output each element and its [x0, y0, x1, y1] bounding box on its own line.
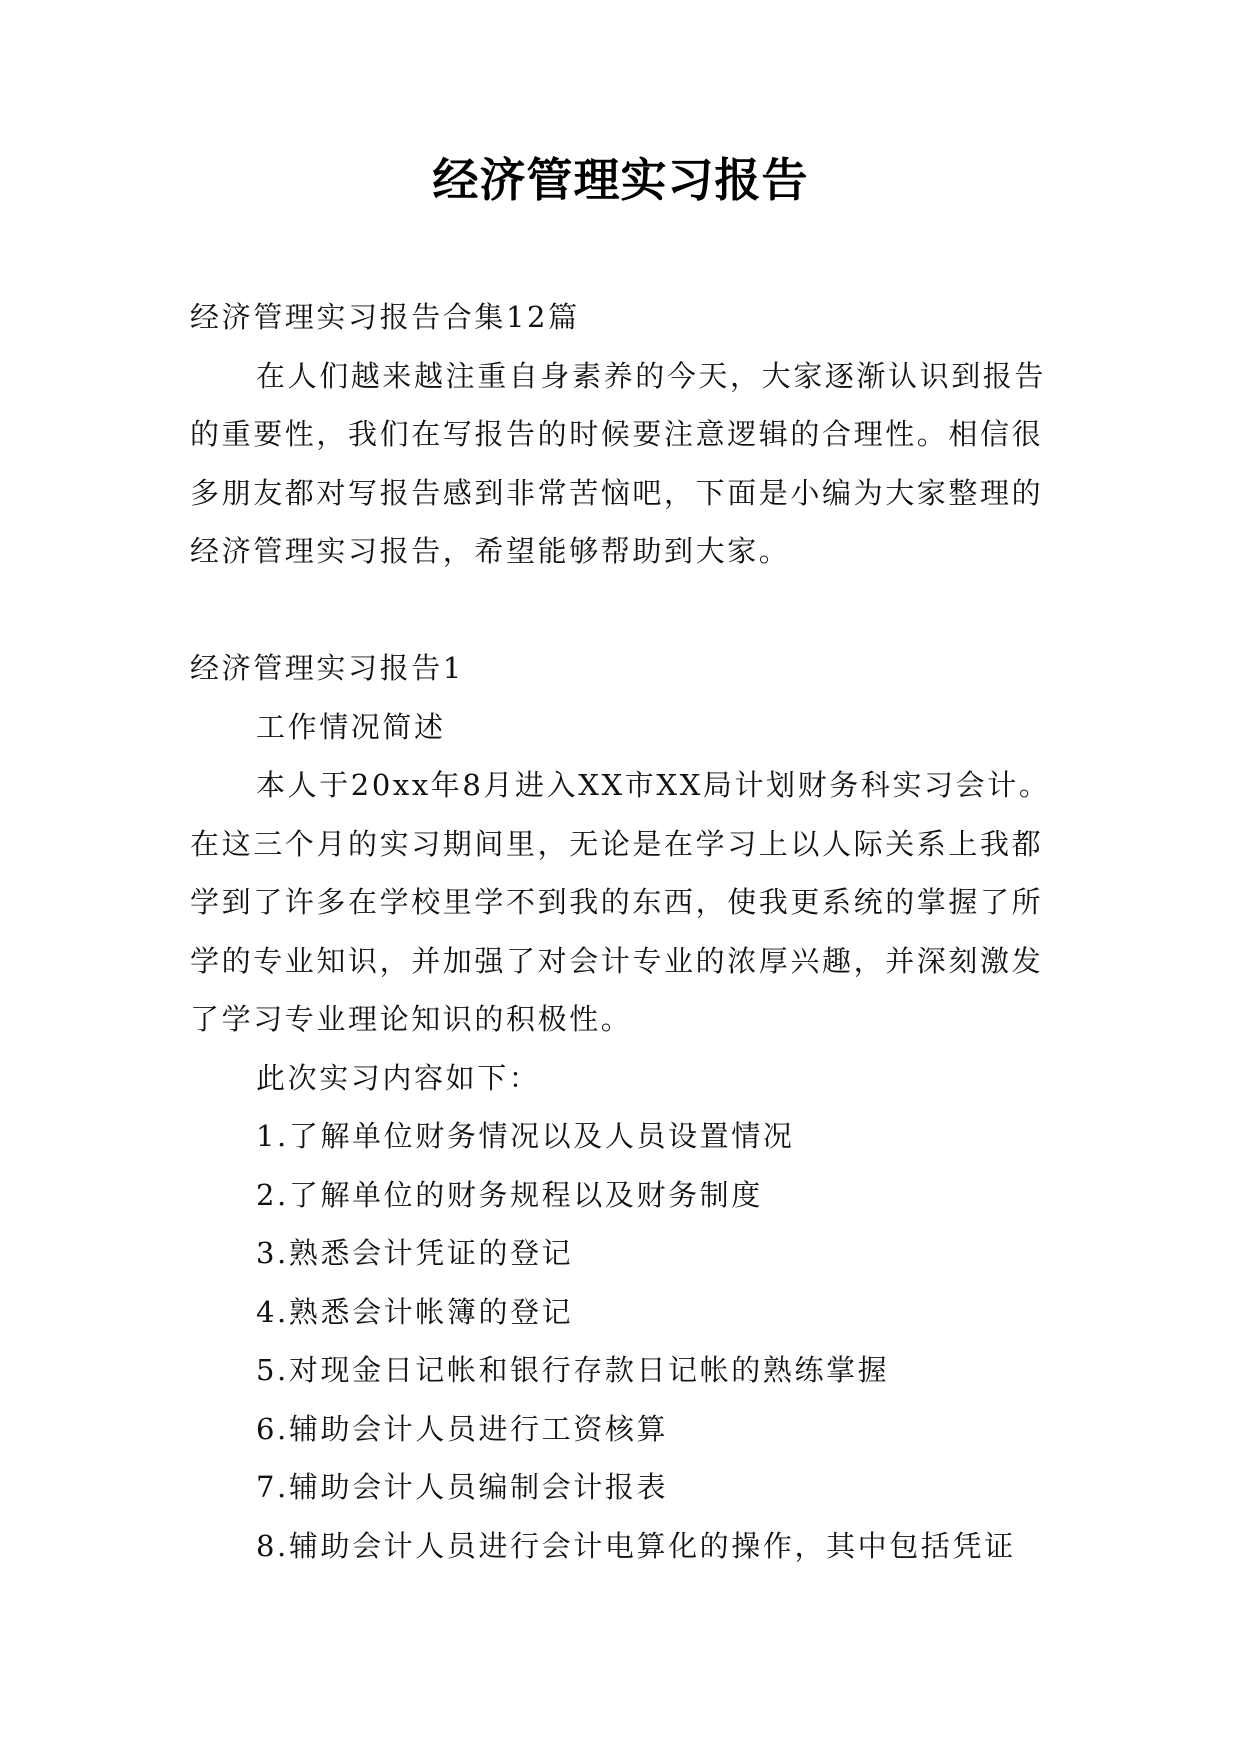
list-item: 8.辅助会计人员进行会计电算化的操作，其中包括凭证	[256, 1528, 1016, 1563]
subheading: 工作情况简述	[256, 709, 446, 744]
document-body	[190, 288, 1060, 1575]
list-intro: 此次实习内容如下：	[256, 1060, 541, 1095]
list-item: 7.辅助会计人员编制会计报表	[256, 1470, 669, 1504]
list-item: 4.熟悉会计帐簿的登记	[256, 1294, 574, 1329]
document-title: 经济管理实习报告	[432, 153, 809, 207]
list-item: 2.了解单位的财务规程以及财务制度	[256, 1177, 763, 1212]
list-item: 6.辅助会计人员进行工资核算	[256, 1411, 669, 1446]
intro-paragraph: 在人们越来越注重自身素养的今天，大家逐渐认识到报告的重要性，我们在写报告的时候要注意逻辑的合理性。相信很多朋友都对写报告感到非常苦恼吧，下面是小编为大家整理的经济管理实习报告，希望能够帮助到大家。	[190, 358, 1047, 568]
list-item: 5.对现金日记帐和银行存款日记帐的熟练掌握	[256, 1353, 890, 1387]
list-item: 3.熟悉会计凭证的登记	[256, 1236, 574, 1270]
collection-heading: 经济管理实习报告合集12篇	[190, 300, 580, 334]
blank-line	[190, 581, 1060, 640]
list-item: 1.了解单位财务情况以及人员设置情况	[256, 1119, 795, 1153]
section-heading: 经济管理实习报告1	[190, 651, 464, 685]
work-paragraph: 本人于20xx年8月进入XX市XX局计划财务科实习会计。在这三个月的实习期间里，无论是在学习上以人际关系上我都学到了许多在学校里学不到我的东西，使我更系统的掌握了所学的专业知识，并加强了对会计专业的浓厚兴趣，并深刻激发了学习专业理论知识的积极性。	[190, 768, 1051, 1036]
